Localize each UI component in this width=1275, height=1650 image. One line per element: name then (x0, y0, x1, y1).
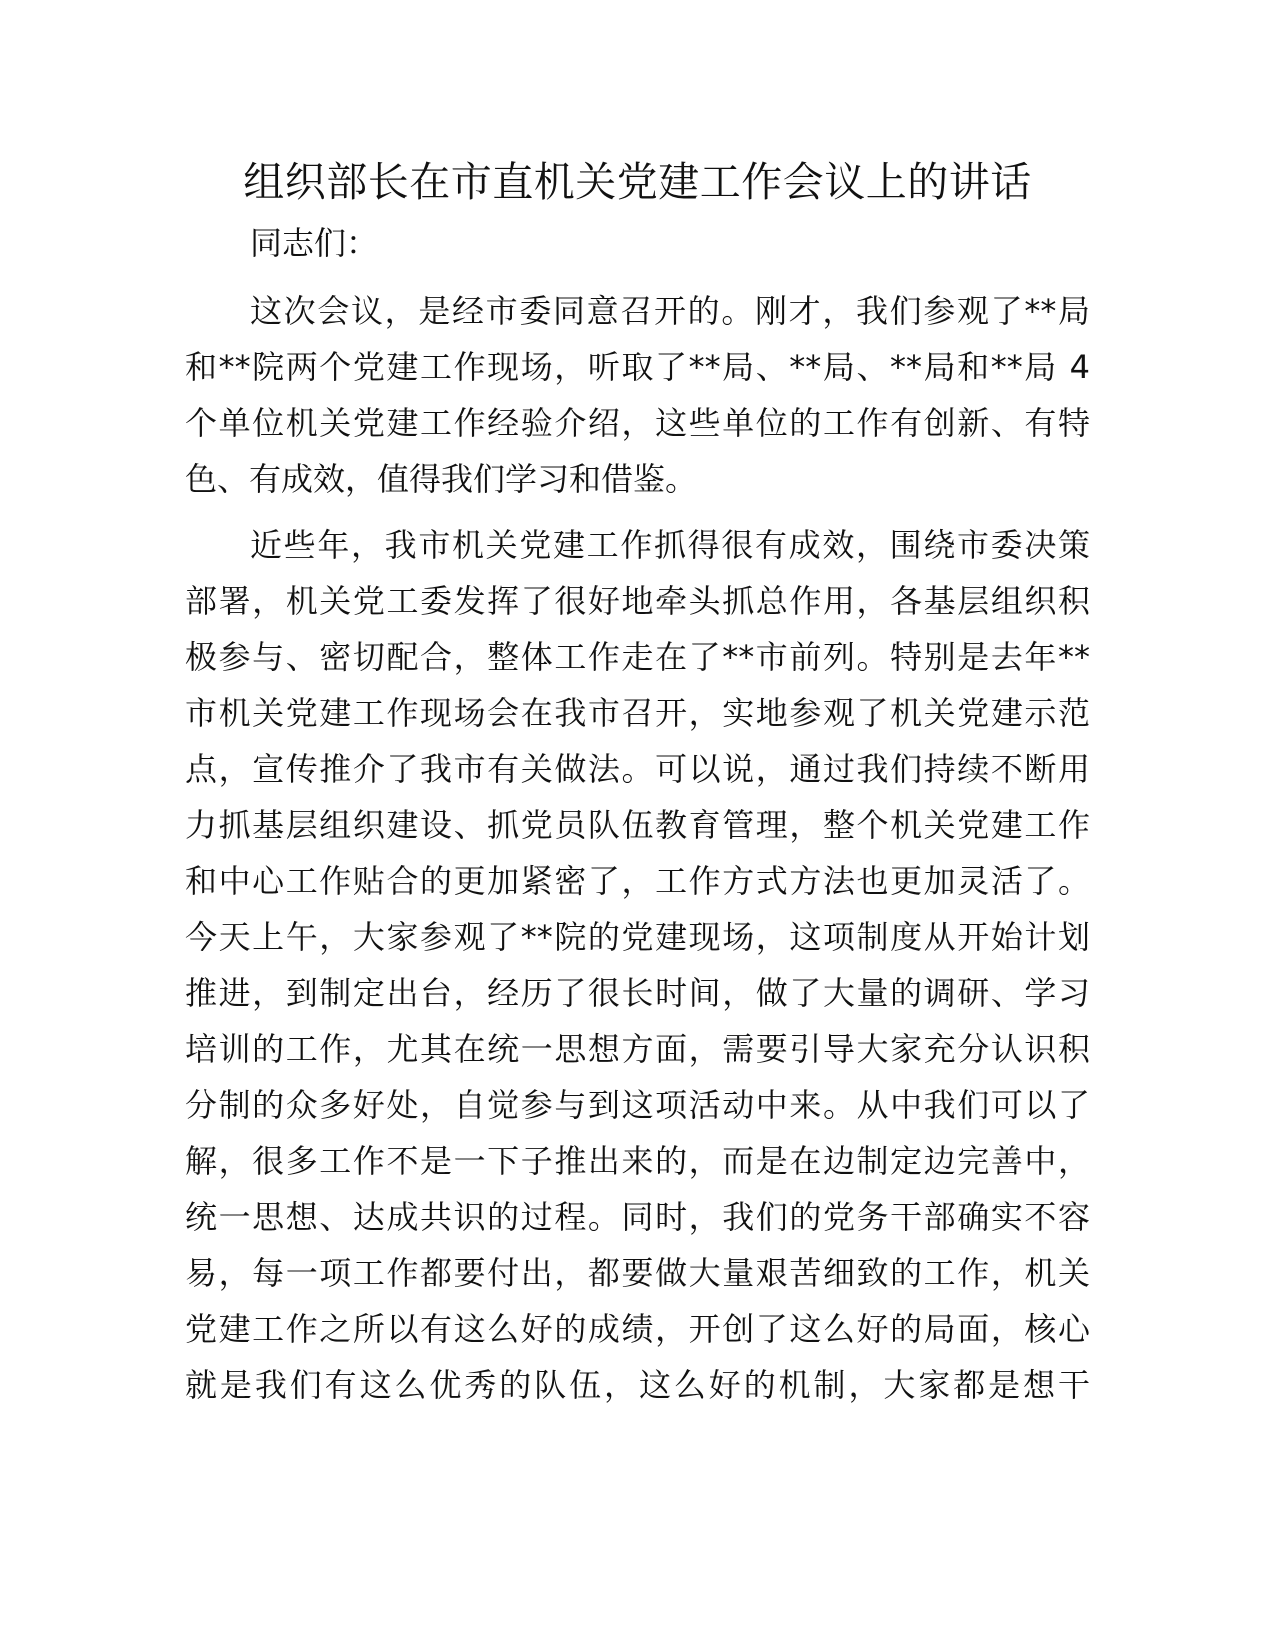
paragraph-line: 力抓基层组织建设、抓党员队伍教育管理，整个机关党建工作 (185, 806, 1090, 844)
paragraph-line: 和中心工作贴合的更加紧密了，工作方式方法也更加灵活了。 (185, 862, 1090, 900)
paragraph-line: 色、有成效，值得我们学习和借鉴。 (185, 460, 698, 498)
paragraph-line: 解，很多工作不是一下子推出来的，而是在边制定边完善中， (185, 1142, 1090, 1180)
salutation: 同志们： (250, 224, 379, 262)
paragraph-line: 个单位机关党建工作经验介绍，这些单位的工作有创新、有特 (185, 404, 1090, 442)
paragraph-line: 分制的众多好处，自觉参与到这项活动中来。从中我们可以了 (185, 1086, 1090, 1124)
paragraph-line: 和**院两个党建工作现场，听取了**局、**局、**局和**局 4 (185, 348, 1090, 386)
paragraph-line: 极参与、密切配合，整体工作走在了**市前列。特别是去年** (185, 638, 1090, 676)
paragraph-line: 就是我们有这么优秀的队伍，这么好的机制，大家都是想干 (185, 1366, 1090, 1404)
paragraph-line: 点，宣传推介了我市有关做法。可以说，通过我们持续不断用 (185, 750, 1090, 788)
paragraph-line: 培训的工作，尤其在统一思想方面，需要引导大家充分认识积 (185, 1030, 1090, 1068)
paragraph-line: 推进，到制定出台，经历了很长时间，做了大量的调研、学习 (185, 974, 1090, 1012)
paragraph-line: 今天上午，大家参观了**院的党建现场，这项制度从开始计划 (185, 918, 1090, 956)
paragraph-line: 党建工作之所以有这么好的成绩，开创了这么好的局面，核心 (185, 1310, 1090, 1348)
paragraph-line: 这次会议，是经市委同意召开的。刚才，我们参观了**局 (250, 292, 1090, 330)
document-title: 组织部长在市直机关党建工作会议上的讲话 (243, 158, 1032, 206)
paragraph-line: 统一思想、达成共识的过程。同时，我们的党务干部确实不容 (185, 1198, 1090, 1236)
paragraph-line: 近些年，我市机关党建工作抓得很有成效，围绕市委决策 (250, 526, 1090, 564)
paragraph-line: 部署，机关党工委发挥了很好地牵头抓总作用，各基层组织积 (185, 582, 1090, 620)
paragraph-line: 易，每一项工作都要付出，都要做大量艰苦细致的工作，机关 (185, 1254, 1090, 1292)
paragraph-line: 市机关党建工作现场会在我市召开，实地参观了机关党建示范 (185, 694, 1090, 732)
